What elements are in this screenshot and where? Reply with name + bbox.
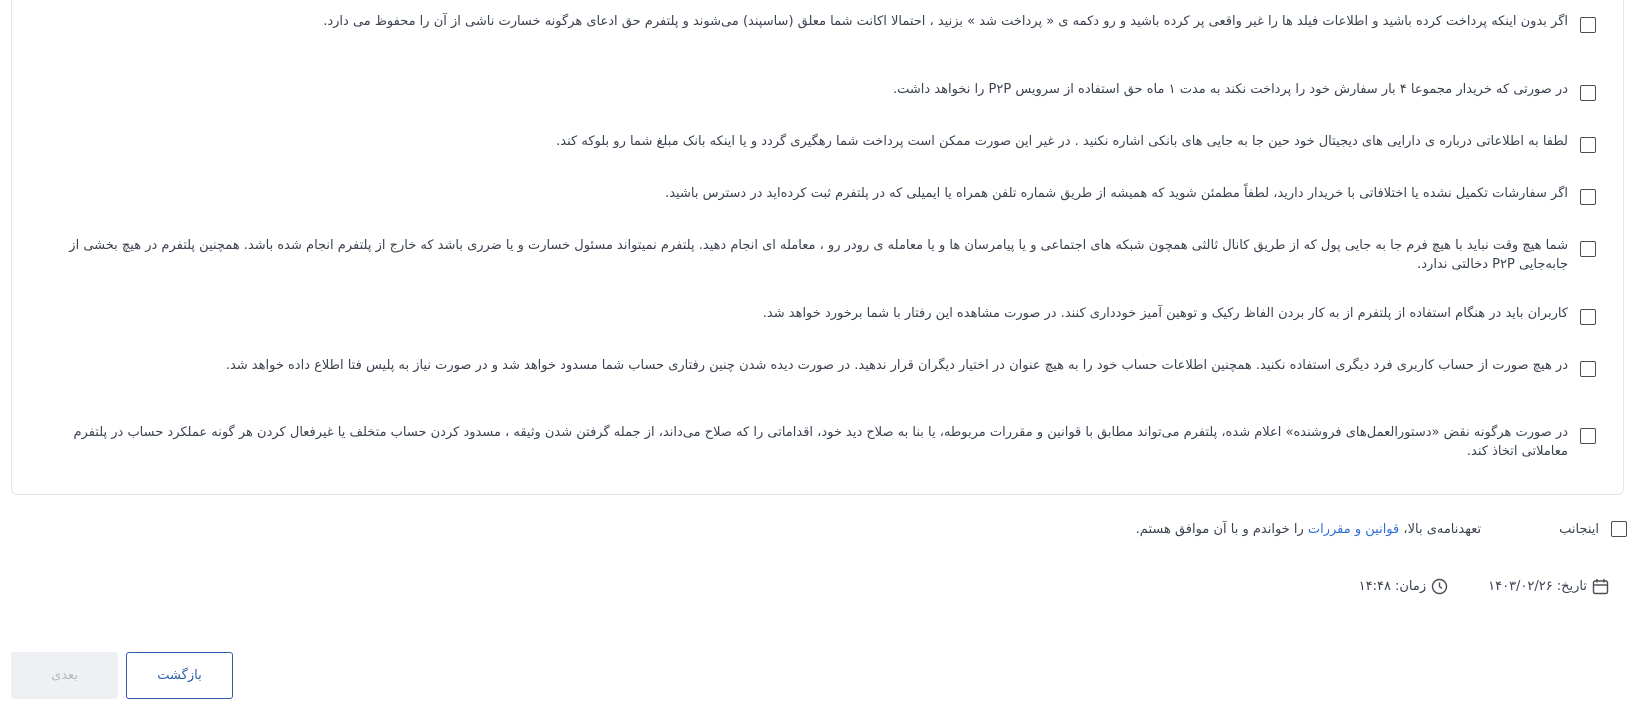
- rule-checkbox[interactable]: [1580, 361, 1596, 377]
- clock-icon: [1431, 578, 1448, 595]
- rules-card: [11, 0, 1624, 495]
- rule-checkbox[interactable]: [1580, 85, 1596, 101]
- back-button[interactable]: بازگشت: [126, 652, 233, 699]
- rule-checkbox[interactable]: [1580, 309, 1596, 325]
- time-label: زمان:: [1394, 579, 1427, 594]
- rule-text: اگر سفارشات تکمیل نشده یا اختلافاتی با خریدار دارید، لطفاً مطمئن شوید که همیشه از طریق شماره تلفن همراه یا ایمیلی که در پلتفرم ثبت کرده‌اید در دسترس باشید.: [665, 186, 1568, 201]
- date-label: تاریخ:: [1556, 579, 1587, 594]
- agreement-checkbox[interactable]: [1611, 521, 1627, 537]
- rule-item: [32, 184, 1596, 205]
- next-button[interactable]: بعدی: [11, 652, 118, 699]
- rule-item: [32, 12, 1596, 33]
- rule-item: [32, 304, 1596, 325]
- rule-item: [32, 236, 1596, 274]
- rule-text: در صورت هرگونه نقض «دستورالعمل‌های فروشنده» اعلام شده، پلتفرم می‌تواند مطابق با قوانین و مقررات مربوطه، یا بنا به صلاح دید خود، اقداماتی را که صلاح می‌داند، از جمله گرفتن شدن وثیقه ، مسدود کردن حساب متخلف یا غیرفعال کردن هر گونه عملکرد حساب در پلتفرم معاملاتی اتخاذ کند.: [73, 425, 1568, 459]
- rule-text: کاربران باید در هنگام استفاده از پلتفرم از به کار بردن الفاظ رکیک و توهین آمیز خودداری کنند. در صورت مشاهده این رفتار با شما برخورد خواهد شد.: [762, 306, 1568, 321]
- rule-text: اگر بدون اینکه پرداخت کرده باشید و اطلاعات فیلد ها را غیر واقعی پر کرده باشید و رو دکمه ی « پرداخت شد » بزنید ، احتمالا اکانت شما معلق (ساسپند) می‌شوند و پلتفرم حق ادعای هرگونه خسارت ناشی از آن را محفوظ می دارد.: [323, 14, 1568, 29]
- rule-item: [32, 80, 1596, 101]
- time-info: [1359, 578, 1448, 595]
- time-value: ۱۴:۴۸: [1358, 579, 1391, 594]
- rule-item: [32, 423, 1596, 461]
- rule-checkbox[interactable]: [1580, 428, 1596, 444]
- rule-text: در صورتی که خریدار مجموعا ۴ بار سفارش خود را پرداخت نکند به مدت ۱ ماه حق استفاده از سرویس P۲P را نخواهد داشت.: [893, 82, 1568, 97]
- date-value: ۱۴۰۳/۰۲/۲۶: [1488, 579, 1553, 594]
- rule-checkbox[interactable]: [1580, 241, 1596, 257]
- rule-text: شما هیچ وقت نباید با هیچ فرم جا به جایی پول که از طریق کانال ثالثی همچون شبکه های اجتماعی و یا پیامرسان ها و یا معامله ی رودر رو ، معامله ای انجام دهید. پلتفرم نمیتواند مسئول خسارت و یا ضرری باشد که خارج از پلتفرم انجام شده باشد. همچنین پلتفرم در هیچ بخشی از جابه‌جایی P۲P دخالتی ندارد.: [69, 238, 1568, 272]
- rule-text: در هیچ صورت از حساب کاربری فرد دیگری استفاده نکنید. همچنین اطلاعات حساب خود را به هیچ عنوان در اختیار دیگران قرار ندهید. در صورت دیده شدن چنین رفتاری حساب شما مسدود خواهد شد و در صورت نیاز به پلیس فتا اطلاع داده خواهد شد.: [225, 358, 1568, 373]
- rule-item: [32, 356, 1596, 377]
- agreement-text: [1136, 522, 1481, 537]
- datetime-row: [1359, 578, 1609, 595]
- calendar-icon: [1592, 578, 1609, 595]
- agreement-text-before: تعهدنامه‌ی بالا،: [1399, 521, 1482, 537]
- rule-checkbox[interactable]: [1580, 189, 1596, 205]
- rule-checkbox[interactable]: [1580, 17, 1596, 33]
- rules-link[interactable]: قوانین و مقررات: [1307, 521, 1400, 537]
- agreement-text-after: را خواندم و با آن موافق هستم.: [1135, 521, 1308, 537]
- date-info: [1488, 578, 1609, 595]
- agreement-row: [1136, 521, 1627, 537]
- rule-text: لطفا به اطلاعاتی درباره ی دارایی های دیجیتال خود حین جا به جایی های بانکی اشاره نکنید . در غیر این صورت ممکن است پرداخت شما رهگیری گردد و یا اینکه بانک مبلغ شما رو بلوکه کند.: [556, 134, 1568, 149]
- rule-item: [32, 132, 1596, 153]
- agreement-name-label: اینجانب: [1559, 521, 1599, 537]
- rule-checkbox[interactable]: [1580, 137, 1596, 153]
